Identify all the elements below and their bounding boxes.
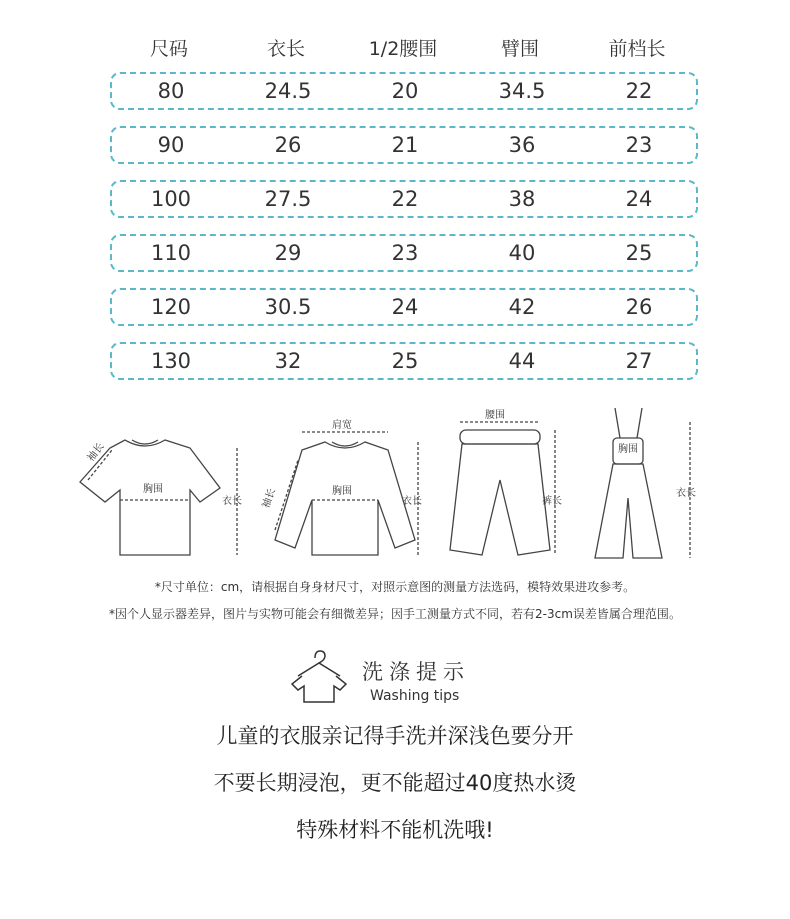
- header-front-rise: 前档长: [608, 38, 666, 60]
- cell-length: 24.5: [264, 79, 312, 103]
- label-chest-3: 胸围: [618, 444, 638, 455]
- overalls-illustration: [595, 408, 696, 558]
- table-row: [110, 180, 698, 218]
- cell-size: 130: [150, 349, 192, 373]
- cell-half-waist: 20: [391, 79, 419, 103]
- cell-arm: 44: [508, 349, 536, 373]
- cell-half-waist: 23: [391, 241, 419, 265]
- header-arm: 臂围: [500, 38, 539, 60]
- long-sleeve-illustration: [259, 418, 422, 555]
- cell-size: 120: [150, 295, 192, 319]
- header-length: 衣长: [266, 38, 305, 60]
- cell-length: 27.5: [264, 187, 312, 211]
- cell-size: 100: [150, 187, 192, 211]
- label-length-2: 衣长: [402, 496, 422, 507]
- label-pants-length: 裤长: [542, 496, 562, 507]
- header-half-waist: 1/2腰围: [368, 38, 438, 60]
- washing-subtitle: Washing tips: [370, 688, 460, 704]
- cell-length: 30.5: [264, 295, 312, 319]
- cell-arm: 36: [508, 133, 536, 157]
- cell-front-rise: 25: [625, 241, 653, 265]
- label-length: 衣长: [222, 496, 242, 507]
- cell-front-rise: 26: [625, 295, 653, 319]
- cell-arm: 40: [508, 241, 536, 265]
- washing-title: 洗涤提示: [362, 660, 470, 684]
- label-chest-2: 胸围: [332, 486, 352, 497]
- cell-arm: 42: [508, 295, 536, 319]
- size-note: *尺寸单位：cm，请根据自身身材尺寸，对照示意图的测量方法选码，模特效果进攻参考。: [154, 580, 636, 594]
- tip-line-2: 不要长期浸泡，更不能超过40度热水烫: [213, 771, 577, 795]
- cell-half-waist: 22: [391, 187, 419, 211]
- label-length-3: 衣长: [676, 488, 696, 499]
- measurement-diagram: [70, 400, 720, 570]
- cell-front-rise: 23: [625, 133, 653, 157]
- cell-length: 29: [274, 241, 302, 265]
- cell-front-rise: 22: [625, 79, 653, 103]
- label-shoulder: 肩宽: [332, 420, 352, 431]
- cell-front-rise: 27: [625, 349, 653, 373]
- cell-length: 26: [274, 133, 302, 157]
- label-chest: 胸围: [143, 484, 163, 495]
- hanger-shirt-icon: [290, 648, 348, 706]
- table-row: [110, 126, 698, 164]
- cell-half-waist: 24: [391, 295, 419, 319]
- label-sleeve-2: 袖长: [260, 487, 278, 510]
- cell-length: 32: [274, 349, 302, 373]
- header-size: 尺码: [149, 38, 188, 60]
- cell-arm: 34.5: [498, 79, 546, 103]
- pants-illustration: [450, 409, 562, 555]
- size-table-header: [110, 34, 700, 62]
- tshirt-illustration: [80, 440, 242, 555]
- display-note: *因个人显示器差异，图片与实物可能会有细微差异；因手工测量方式不同，若有2-3cm误差皆属合理范围。: [109, 607, 681, 621]
- tip-line-3: 特殊材料不能机洗哦!: [296, 818, 494, 842]
- cell-half-waist: 25: [391, 349, 419, 373]
- table-row: [110, 72, 698, 110]
- cell-front-rise: 24: [625, 187, 653, 211]
- cell-half-waist: 21: [391, 133, 419, 157]
- table-row: [110, 342, 698, 380]
- tip-line-1: 儿童的衣服亲记得手洗并深浅色要分开: [216, 724, 574, 748]
- table-row: [110, 288, 698, 326]
- label-sleeve: 袖长: [85, 441, 107, 464]
- label-waist: 腰围: [485, 410, 505, 421]
- cell-size: 80: [157, 79, 185, 103]
- cell-size: 90: [157, 133, 185, 157]
- cell-arm: 38: [508, 187, 536, 211]
- table-row: [110, 234, 698, 272]
- cell-size: 110: [150, 241, 192, 265]
